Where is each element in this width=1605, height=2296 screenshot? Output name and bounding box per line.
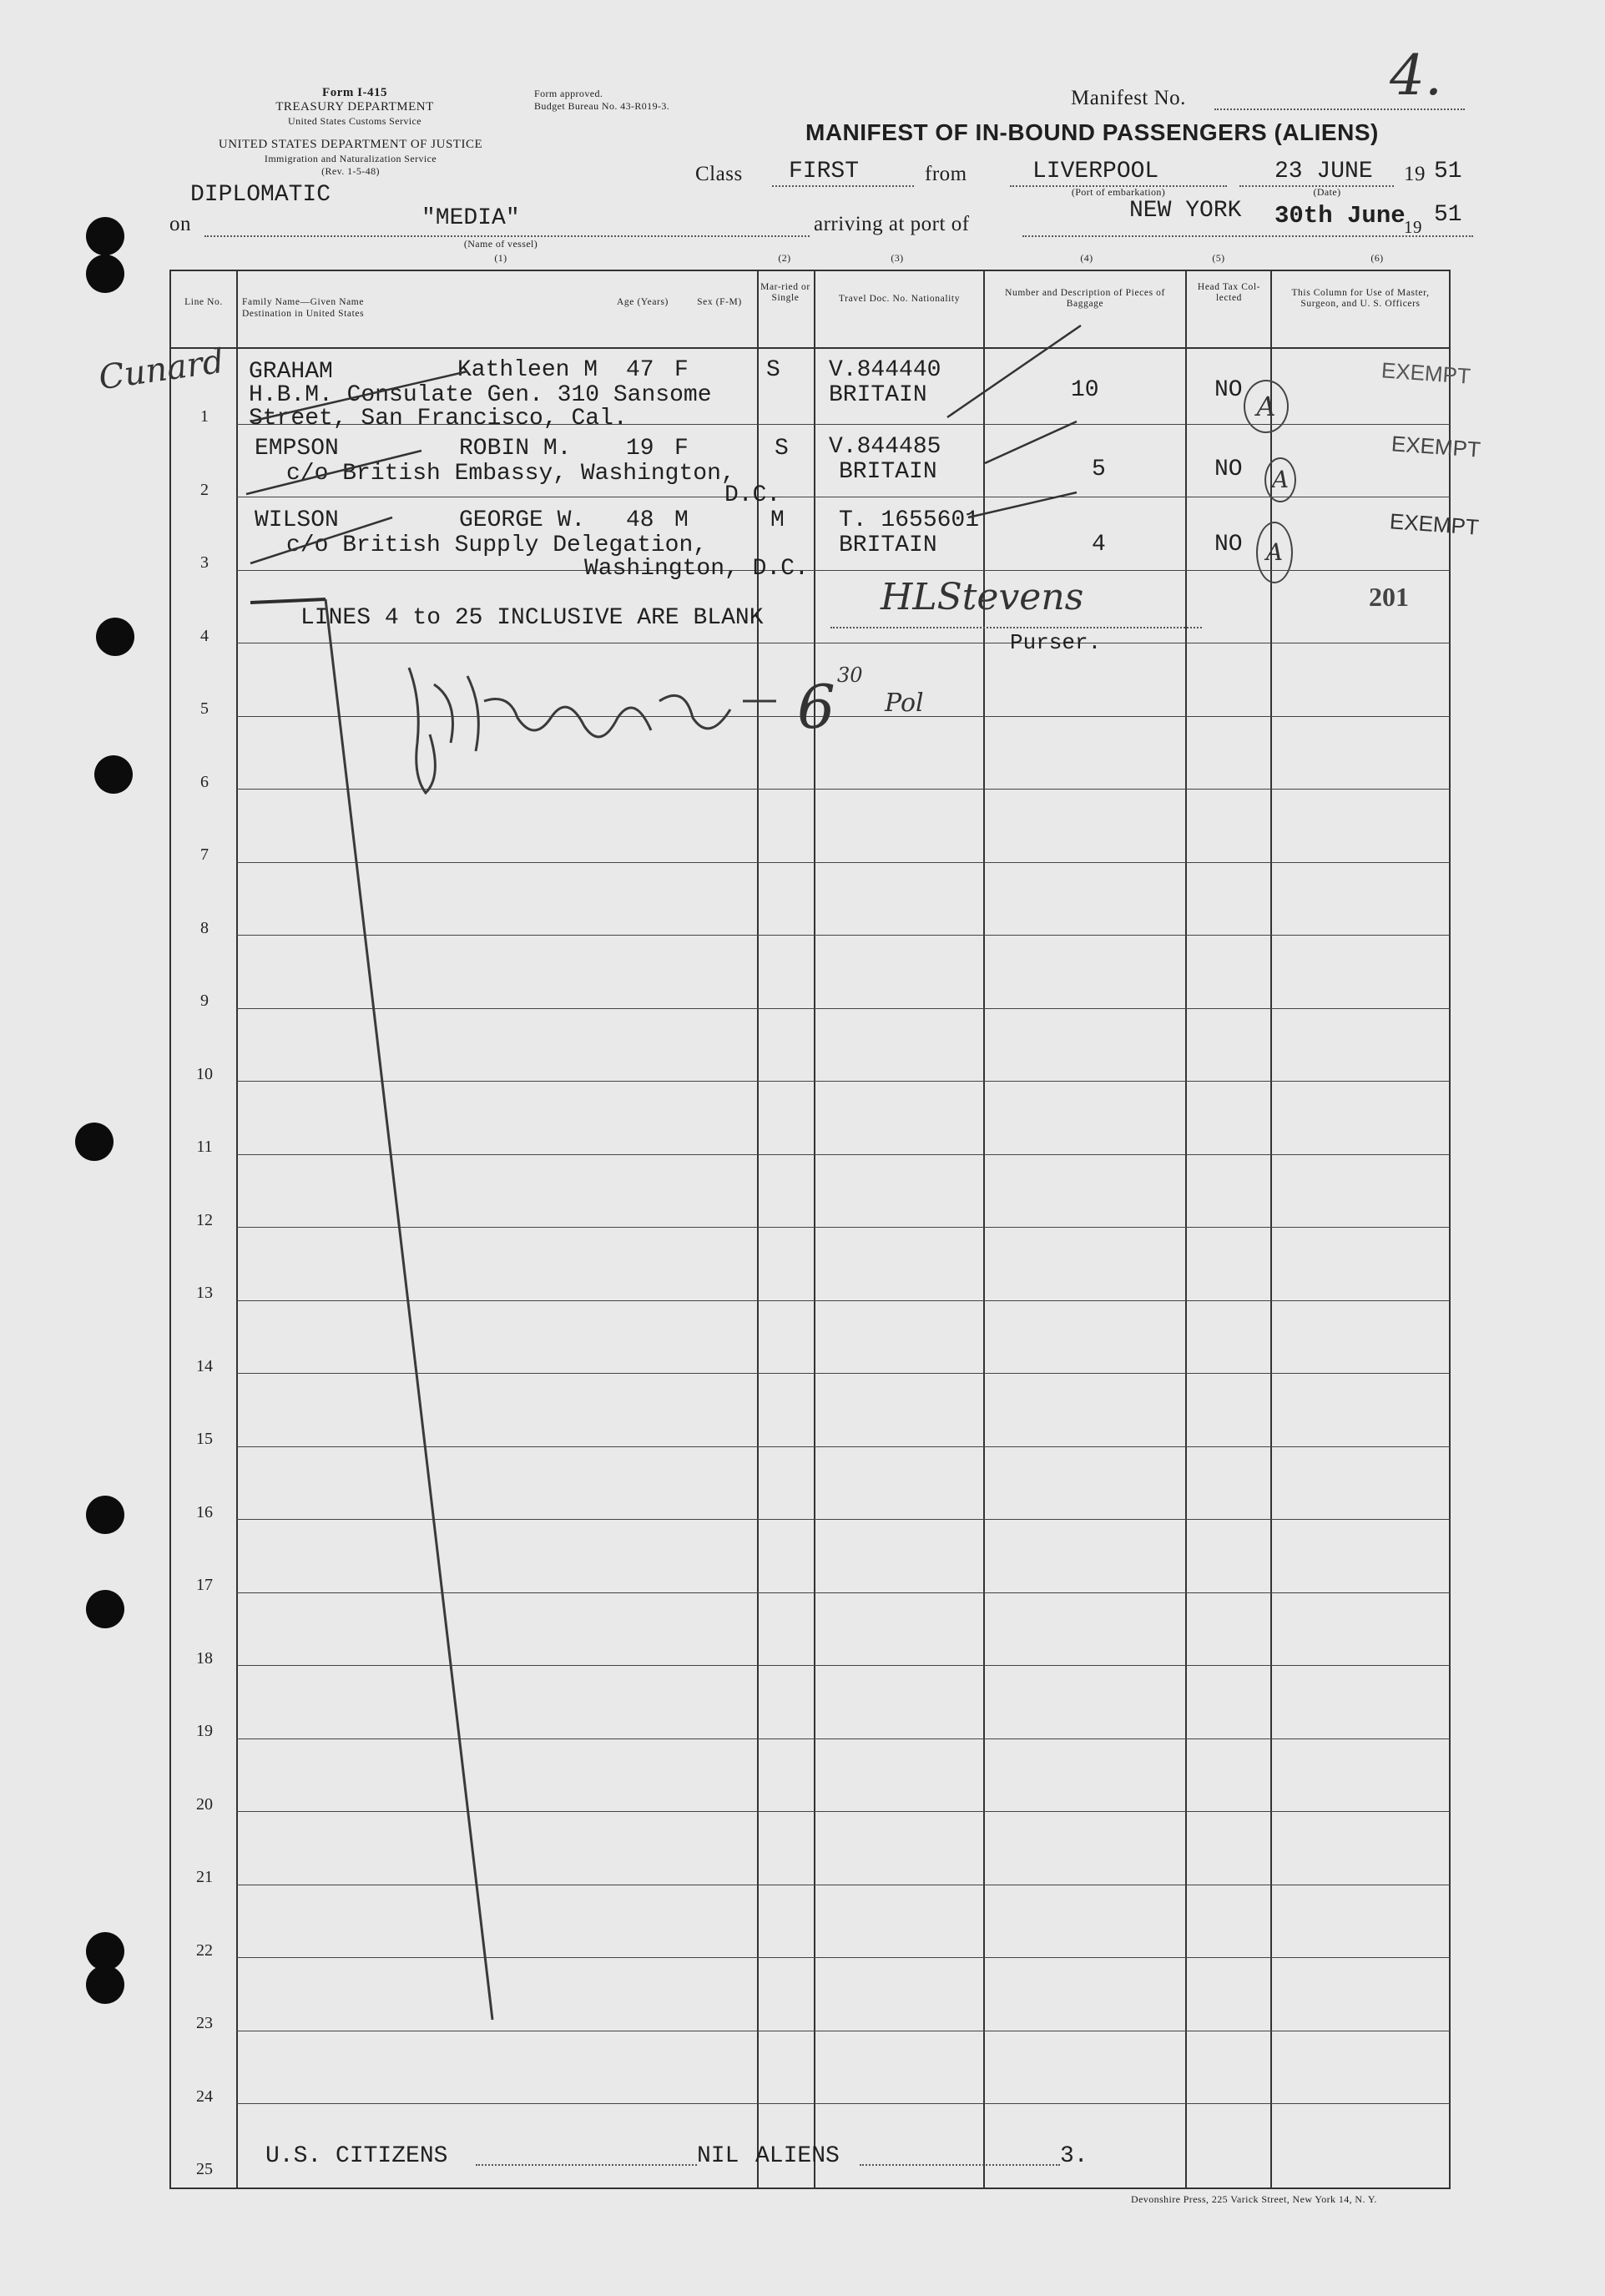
header-officers: This Column for Use of Master, Surgeon, and U. S. Officers xyxy=(1291,288,1430,309)
passenger-given-name: ROBIN M. xyxy=(459,436,572,462)
manifest-number: 4. xyxy=(1390,43,1442,108)
header-age: Age (Years) xyxy=(617,297,669,307)
passenger-age: 19 xyxy=(626,436,654,462)
header-sex: Sex (F-M) xyxy=(697,297,742,307)
passenger-doc: V.844440 xyxy=(829,357,941,383)
line-number: 7 xyxy=(200,845,209,864)
arrival-year-prefix: 19 xyxy=(1404,217,1422,237)
line-number: 23 xyxy=(196,2014,213,2032)
passenger-destination: c/o British Supply Delegation, xyxy=(286,532,708,558)
purser-signature: HLStevens xyxy=(881,576,1084,618)
line-number: 12 xyxy=(196,1211,213,1229)
margin-note: Cunard xyxy=(96,341,227,398)
line-number: 3 xyxy=(200,553,209,572)
inspector-hour: 6 xyxy=(797,672,835,742)
passenger-head-tax: NO xyxy=(1214,457,1243,482)
passenger-destination-2: Washington, D.C. xyxy=(584,556,809,582)
passenger-sex: F xyxy=(674,436,689,462)
passenger-nationality: BRITAIN xyxy=(829,382,927,408)
arrival-date: 30th June xyxy=(1274,202,1406,230)
passenger-marital: S xyxy=(766,357,780,383)
treasury-department: TREASURY DEPARTMENT xyxy=(275,100,434,114)
passenger-baggage: 10 xyxy=(1071,377,1099,403)
line-number: 21 xyxy=(196,1868,213,1886)
col-number-3: (3) xyxy=(891,252,904,264)
line-number: 24 xyxy=(196,2087,213,2106)
arrival-year-suffix: 51 xyxy=(1434,202,1462,228)
header-name: Family Name—Given Name xyxy=(242,297,365,307)
date-caption: (Date) xyxy=(1313,186,1341,198)
passenger-family-name: GRAHAM xyxy=(249,359,333,385)
passenger-given-name: GEORGE W. xyxy=(459,507,586,533)
category-label: DIPLOMATIC xyxy=(190,182,331,208)
line-number: 15 xyxy=(196,1430,213,1448)
line-number: 1 xyxy=(200,407,209,426)
circled-a-mark: A xyxy=(1256,522,1293,583)
line-number: 6 xyxy=(200,773,209,791)
line-number: 2 xyxy=(200,481,209,499)
passenger-destination: H.B.M. Consulate Gen. 310 Sansome xyxy=(249,382,712,408)
circled-a-mark: A xyxy=(1264,457,1296,502)
form-approved: Form approved. xyxy=(534,88,603,99)
passenger-marital: S xyxy=(775,436,789,462)
line-number: 18 xyxy=(196,1649,213,1668)
class-label: Class xyxy=(695,163,743,185)
line-number: 25 xyxy=(196,2160,213,2178)
customs-service: United States Customs Service xyxy=(288,115,421,127)
revision-date: (Rev. 1-5-48) xyxy=(321,165,380,177)
aliens-value: 3. xyxy=(1060,2143,1088,2169)
immigration-service: Immigration and Naturalization Service xyxy=(264,153,437,164)
purser-label: Purser. xyxy=(1010,630,1102,655)
passenger-nationality: BRITAIN xyxy=(839,532,937,558)
line-number: 9 xyxy=(200,992,209,1010)
citizens-leader xyxy=(476,2164,697,2166)
port-of-embarkation: LIVERPOOL xyxy=(1032,159,1159,184)
budget-bureau: Budget Bureau No. 43-R019-3. xyxy=(534,100,670,112)
officer-count: 201 xyxy=(1369,582,1409,612)
passenger-head-tax: NO xyxy=(1214,377,1243,403)
passenger-baggage: 5 xyxy=(1092,457,1106,482)
line-number: 16 xyxy=(196,1503,213,1521)
header-married: Mar-ried or Single xyxy=(760,282,810,303)
passenger-destination-2: D.C. xyxy=(724,482,781,508)
line-number: 8 xyxy=(200,919,209,937)
aliens-leader xyxy=(860,2164,1060,2166)
from-label: from xyxy=(925,163,967,185)
col-number-2: (2) xyxy=(778,252,791,264)
col-number-6: (6) xyxy=(1370,252,1384,264)
blank-lines-statement: LINES 4 to 25 INCLUSIVE ARE BLANK xyxy=(300,605,764,631)
header-line-no: Line No. xyxy=(184,297,223,307)
vessel-caption: (Name of vessel) xyxy=(463,238,538,250)
header-baggage: Number and Description of Pieces of Baggage xyxy=(1005,288,1165,309)
arrival-port: NEW YORK xyxy=(1129,198,1242,224)
line-number: 20 xyxy=(196,1795,213,1814)
line-number: 19 xyxy=(196,1722,213,1740)
inspector-minutes: 30 xyxy=(837,664,863,687)
passenger-doc: V.844485 xyxy=(829,434,941,460)
passenger-baggage: 4 xyxy=(1092,532,1106,558)
header-head-tax: Head Tax Col-lected xyxy=(1197,282,1261,303)
embarkation-date: 23 JUNE xyxy=(1274,159,1373,184)
passenger-marital: M xyxy=(770,507,785,533)
header-destination: Destination in United States xyxy=(242,309,365,319)
passenger-given-name: Kathleen M xyxy=(457,357,598,383)
year-prefix: 19 xyxy=(1404,163,1426,185)
passenger-family-name: EMPSON xyxy=(255,436,339,462)
arriving-label: arriving at port of xyxy=(814,213,970,235)
line-number: 17 xyxy=(196,1576,213,1594)
header-travel-doc: Travel Doc. No. Nationality xyxy=(838,294,961,304)
on-label: on xyxy=(169,213,191,235)
line-number: 13 xyxy=(196,1284,213,1302)
circled-a-mark: A xyxy=(1244,380,1289,433)
passenger-destination: c/o British Embassy, Washington, xyxy=(286,461,735,487)
line-number: 22 xyxy=(196,1941,213,1960)
page-title: MANIFEST OF IN-BOUND PASSENGERS (ALIENS) xyxy=(805,119,1379,145)
passenger-doc: T. 1655601 xyxy=(839,507,980,533)
passenger-nationality: BRITAIN xyxy=(839,459,937,485)
passenger-age: 47 xyxy=(626,357,654,383)
exempt-stamp: EXEMPT xyxy=(1380,357,1471,389)
passenger-sex: M xyxy=(674,507,689,533)
class-value: FIRST xyxy=(789,159,860,184)
passenger-head-tax: NO xyxy=(1214,532,1243,558)
exempt-stamp: EXEMPT xyxy=(1390,431,1481,462)
vessel-column-number: (1) xyxy=(494,252,507,264)
us-citizens-value: NIL xyxy=(697,2143,739,2169)
line-number: 14 xyxy=(196,1357,213,1375)
vessel-name: "MEDIA" xyxy=(421,205,520,231)
port-caption: (Port of embarkation) xyxy=(1071,186,1166,198)
manifest-label: Manifest No. xyxy=(1071,87,1186,109)
printer-credit: Devonshire Press, 225 Varick Street, New York 14, N. Y. xyxy=(1131,2193,1377,2205)
col-number-4: (4) xyxy=(1080,252,1093,264)
exempt-stamp: EXEMPT xyxy=(1389,508,1480,540)
aliens-label: ALIENS xyxy=(755,2143,840,2169)
us-citizens-label: U.S. CITIZENS xyxy=(265,2143,448,2169)
passenger-sex: F xyxy=(674,357,689,383)
inspector-suffix: Pol xyxy=(885,689,924,718)
col-number-5: (5) xyxy=(1212,252,1225,264)
passenger-age: 48 xyxy=(626,507,654,533)
line-number: 11 xyxy=(196,1138,213,1156)
passenger-destination-2: Street, San Francisco, Cal. xyxy=(249,406,628,431)
line-number: 10 xyxy=(196,1065,213,1083)
line-number: 4 xyxy=(200,627,209,645)
justice-department: UNITED STATES DEPARTMENT OF JUSTICE xyxy=(218,138,483,151)
year-suffix: 51 xyxy=(1434,159,1462,184)
form-number: Form I-415 xyxy=(322,86,387,99)
passenger-family-name: WILSON xyxy=(255,507,339,533)
line-number: 5 xyxy=(200,699,209,718)
